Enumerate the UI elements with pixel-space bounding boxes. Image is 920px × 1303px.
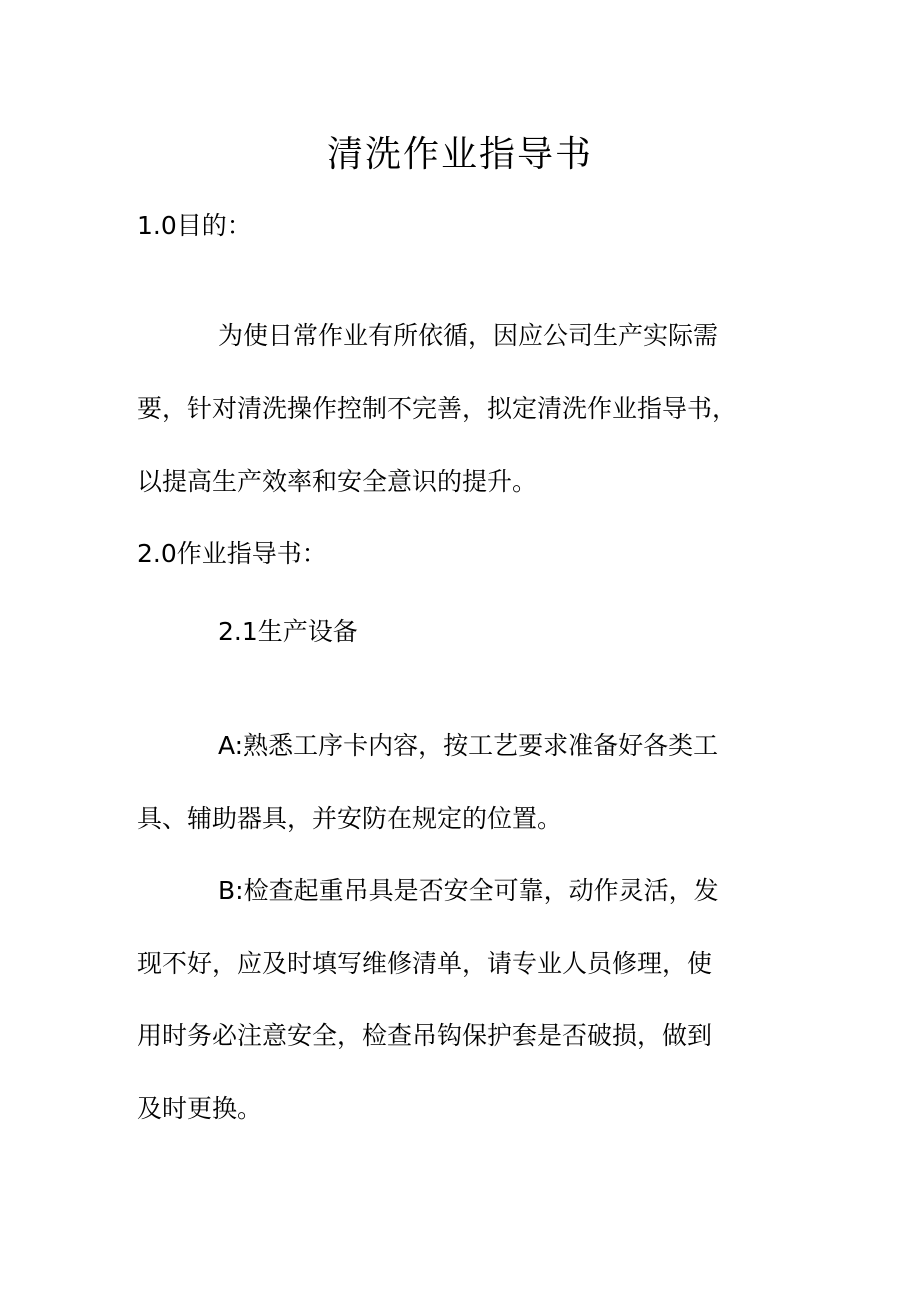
paragraph-line: 以提高生产效率和安全意识的提升。 [137,467,538,496]
subsection-heading-equipment: 2.1生产设备 [218,617,358,646]
paragraph-line: 具、辅助器具，并安防在规定的位置。 [137,804,563,833]
section-heading-purpose: 1.0目的： [137,211,252,240]
paragraph-line: 现不好，应及时填写维修清单，请专业人员修理，使 [137,949,713,978]
paragraph-line: 要，针对清洗操作控制不完善，拟定清洗作业指导书， [137,394,738,423]
paragraph-line: 及时更换。 [137,1094,263,1123]
document-title: 清洗作业指导书 [326,134,593,175]
paragraph-line: A:熟悉工序卡内容，按工艺要求准备好各类工 [218,731,719,760]
paragraph-line: B:检查起重吊具是否安全可靠，动作灵活，发 [218,876,719,905]
paragraph-line: 为使日常作业有所依循，因应公司生产实际需 [218,321,719,350]
paragraph-line: 用时务必注意安全，检查吊钩保护套是否破损，做到 [137,1021,713,1050]
section-heading-instructions: 2.0作业指导书： [137,539,327,568]
